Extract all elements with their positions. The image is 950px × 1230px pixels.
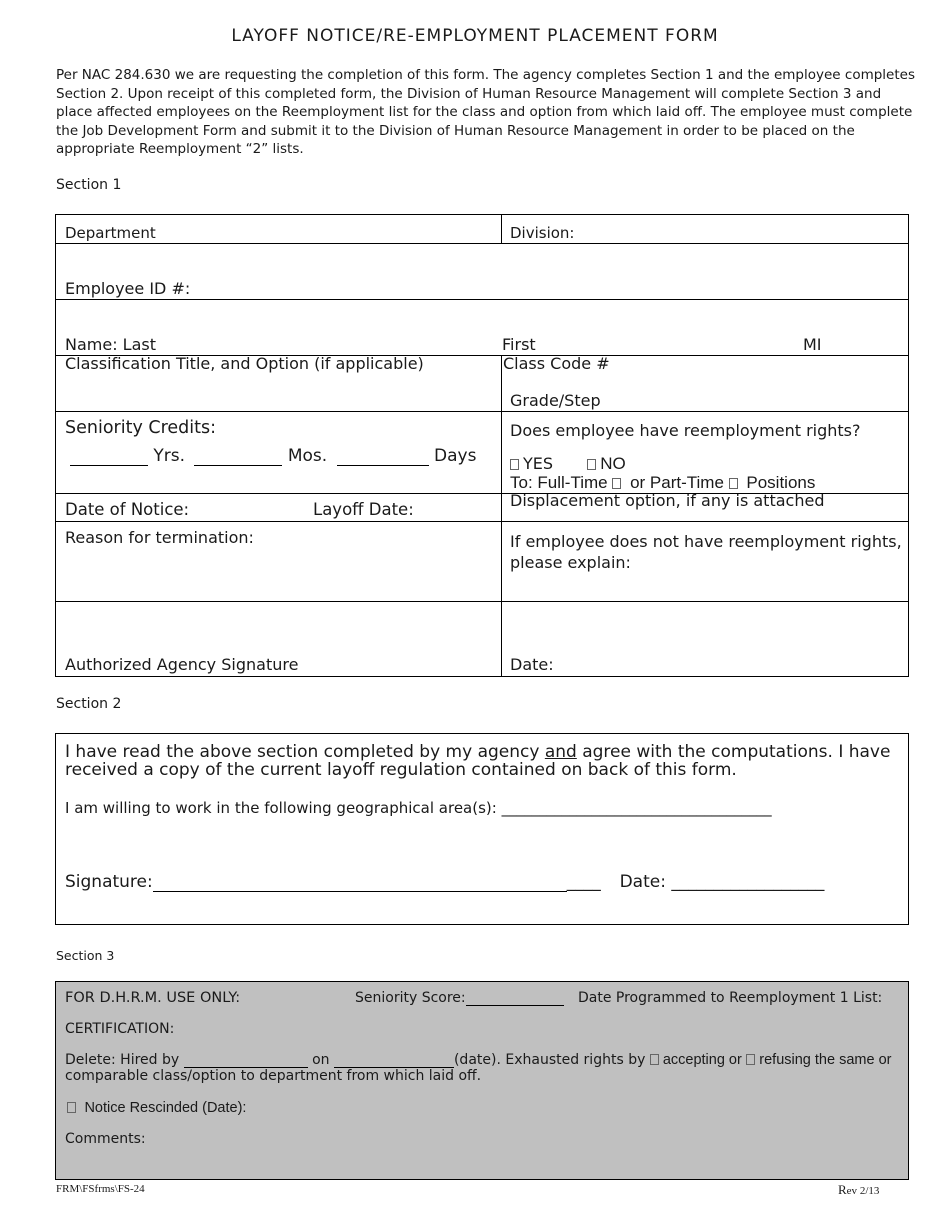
column-divider [501,215,502,243]
yrs-label: Yrs. [153,446,186,466]
name-last-label: Name: Last [65,335,157,354]
agreement-line-2: received a copy of the current layoff regulation contained on back of this form. [65,760,737,780]
years-blank[interactable] [70,451,148,466]
certification-label: CERTIFICATION: [65,1021,175,1037]
hired-date-blank[interactable] [334,1053,454,1068]
grade-step-label: Grade/Step [510,391,601,410]
row-divider [56,521,908,522]
reemployment-question: Does employee have reemployment rights? [510,421,861,440]
division-label: Division: [510,224,575,242]
form-path: FRM\FSfrms\FS-24 [56,1183,145,1195]
delete-hired-label: Delete: Hired by [65,1052,180,1068]
statement-part-1: I have read the above section completed by my agency [65,742,540,762]
statement-part-2: agree with the computations. I have [582,742,891,762]
comparable-label: comparable class/option to department from which laid off. [65,1068,482,1084]
notice-rescinded-checkbox[interactable] [67,1102,76,1113]
full-time-checkbox[interactable] [612,478,621,489]
form-title: LAYOFF NOTICE/RE-EMPLOYMENT PLACEMENT FORM [231,26,719,46]
comments-label: Comments: [65,1131,146,1147]
section-3-label: Section 3 [56,948,115,963]
positions-label: Positions [746,473,816,492]
statement-and: and [544,742,577,762]
rev-ev: ev [846,1185,858,1197]
days-label: Days [434,446,477,466]
agreement-line-1 [65,742,890,762]
rev-date: 2/13 [859,1185,880,1197]
row-divider [56,601,908,602]
yes-no-row [510,454,626,474]
date-of-notice-label: Date of Notice: [65,500,190,519]
days-blank[interactable] [337,451,429,466]
mos-label: Mos. [287,446,328,466]
agency-date-label: Date: [510,655,554,674]
on-label: on [312,1052,330,1068]
accepting-label: accepting or [662,1052,742,1068]
seniority-score-row [355,990,564,1006]
section-1-label: Section 1 [56,177,122,193]
rev-r: R [838,1182,847,1197]
department-label: Department [65,224,156,242]
part-time-label: or Part-Time [630,473,724,492]
yes-checkbox[interactable] [510,459,519,470]
signature-tail: ____ [566,872,601,892]
reason-label: Reason for termination: [65,528,254,547]
no-checkbox[interactable] [587,459,596,470]
months-blank[interactable] [194,451,282,466]
dhrm-only-label: FOR D.H.R.M. USE ONLY: [65,990,241,1006]
refusing-checkbox[interactable] [746,1054,755,1065]
position-type-row [510,473,815,493]
name-mi-label: MI [803,335,822,354]
geo-area-line[interactable]: I am willing to work in the following geographical area(s): ____________________________________ [65,799,772,817]
part-time-checkbox[interactable] [729,478,738,489]
seniority-score-blank[interactable] [466,991,564,1006]
exhausted-label: (date). Exhausted rights by [453,1052,646,1068]
no-rights-explain-label: If employee does not have reemployment rights, please explain: [510,532,902,572]
intro-paragraph: Per NAC 284.630 we are requesting the completion of this form. The agency completes Section 1 and the employee completes Section 2. Upon receipt of this completed form, the Division of Human Resource Management will complete Section 3 and place affected employees on the Reemployment list for the class and option from which laid off. The employee must complete the Job Development Form and submit it to the Division of Human Resource Management in order to be placed on the appropriate Reemployment “2” lists. [56,67,915,157]
column-divider [501,355,502,676]
layoff-date-label: Layoff Date: [313,500,414,519]
signature-label: Signature: [65,872,153,892]
name-first-label: First [502,335,536,354]
section-2-label: Section 2 [56,696,122,712]
full-time-label: To: Full-Time [510,473,608,492]
employee-id-label: Employee ID #: [65,279,191,298]
seniority-score-label: Seniority Score: [355,990,466,1006]
yes-label: YES [523,454,554,473]
row-divider [56,299,908,300]
row-divider [56,243,908,244]
delete-hired-row [65,1052,891,1068]
hired-by-blank[interactable] [184,1053,308,1068]
date-programmed-label: Date Programmed to Reemployment 1 List: [578,990,883,1006]
agency-signature-label: Authorized Agency Signature [65,655,299,674]
classification-label: Classification Title, and Option (if applicable) [65,354,424,373]
no-label: NO [600,454,626,473]
accepting-checkbox[interactable] [650,1054,659,1065]
notice-rescinded-row [67,1100,246,1116]
employee-date-field[interactable]: Date: __________________ [619,872,825,892]
revision [838,1182,879,1198]
displacement-label: Displacement option, if any is attached [510,491,825,510]
class-code-label: Class Code # [503,354,610,373]
refusing-label: refusing the same or [759,1052,892,1068]
seniority-fields [70,446,476,466]
notice-rescinded-label: Notice Rescinded (Date): [84,1100,247,1116]
employee-signature-row [65,872,824,892]
signature-blank[interactable] [153,877,567,892]
seniority-credits-label: Seniority Credits: [65,418,217,438]
row-divider [56,411,908,412]
